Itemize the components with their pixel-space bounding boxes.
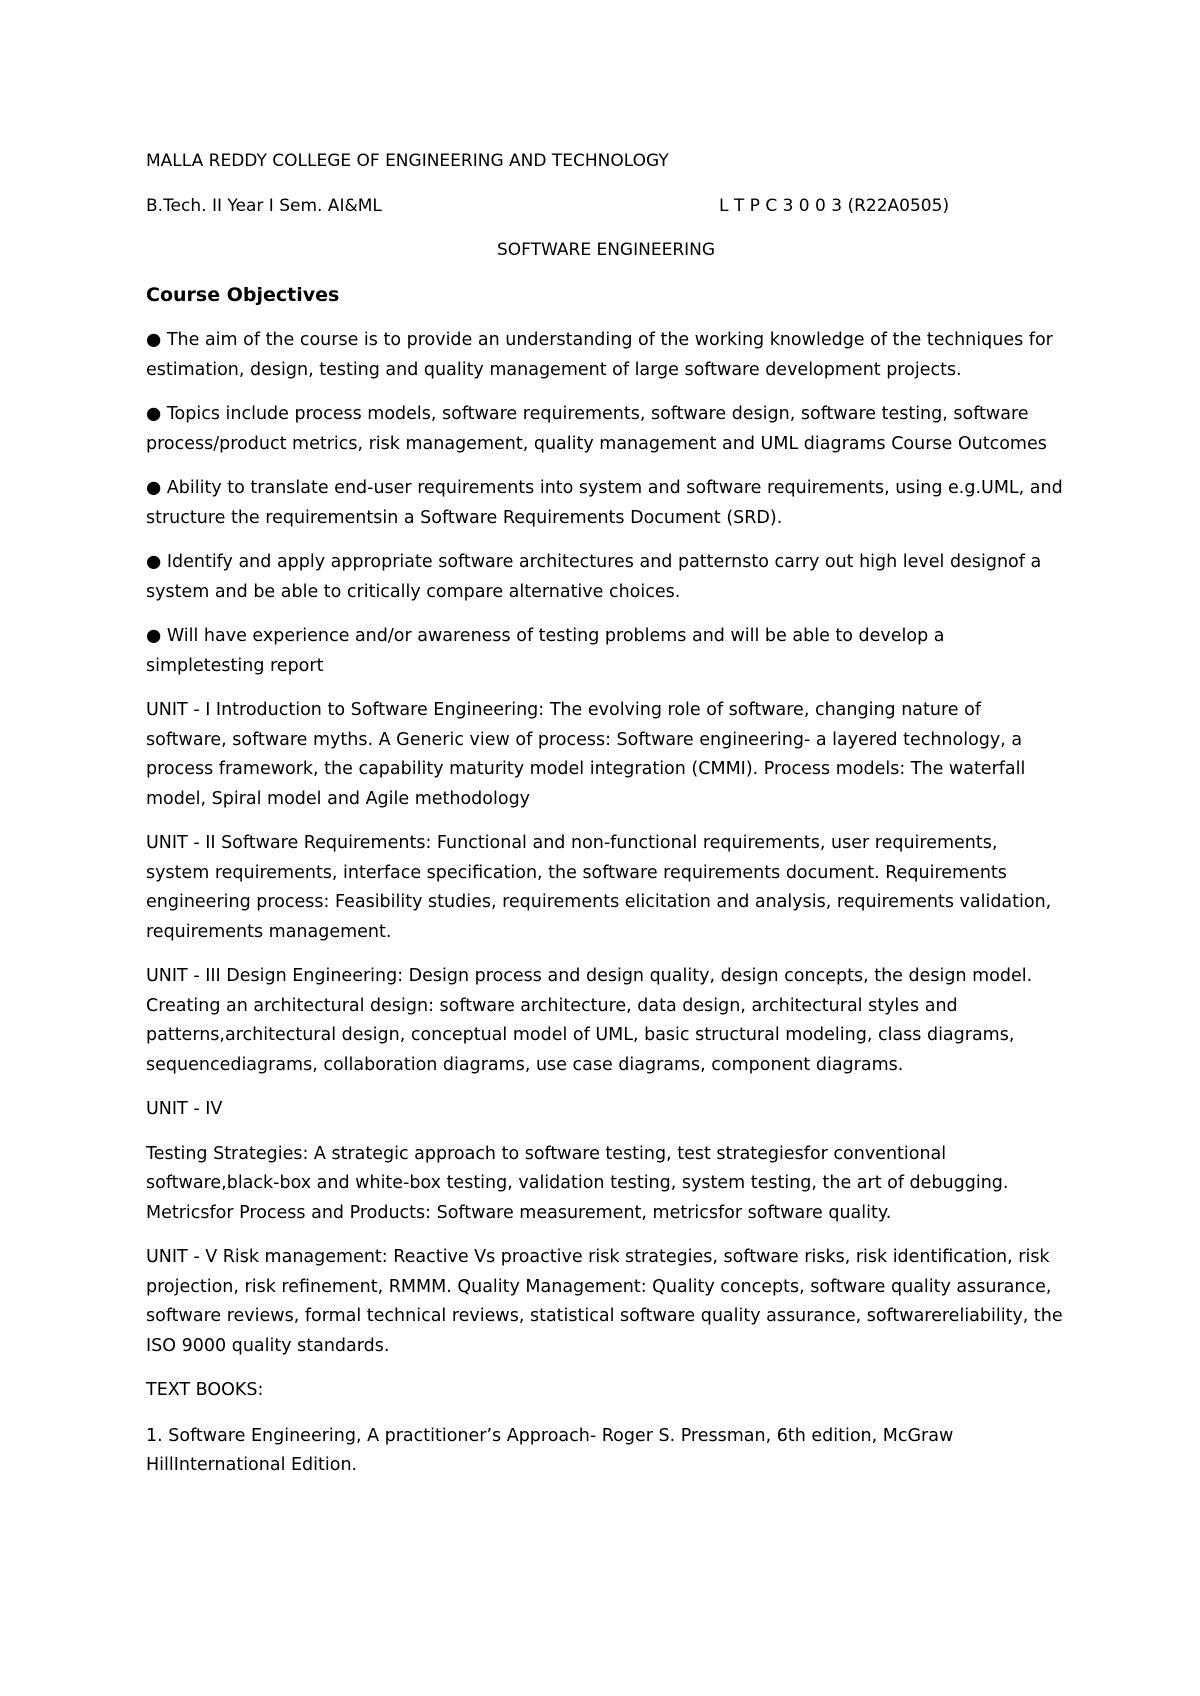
subject-title xyxy=(146,239,1066,261)
subject-title-text: SOFTWARE ENGINEERING xyxy=(496,240,716,260)
course-info-row xyxy=(146,195,1066,217)
unit-4: Testing Strategies: A strategic approach to software testing, test strategiesfor conventional software,black-box and white-box testing, validation testing, system testing, the art of debugging. Metricsfor Process and Products: Software measurement, metricsfor software quality. xyxy=(146,1143,1009,1223)
objective-item-1: ● The aim of the course is to provide an understanding of the working knowledge of the techniques for estimation, design, testing and quality management of large software development projects. xyxy=(146,330,1053,380)
objective-item-5: ● Will have experience and/or awareness of testing problems and will be able to develop a simpletesting report xyxy=(146,626,945,676)
unit-4-title: UNIT - IV xyxy=(146,1099,223,1119)
objective-item-4: ● Identify and apply appropriate software architectures and patternsto carry out high level designof a system and be able to critically compare alternative choices. xyxy=(146,552,1042,602)
college-name: MALLA REDDY COLLEGE OF ENGINEERING AND TECHNOLOGY xyxy=(146,151,669,171)
objective-item-3: ● Ability to translate end-user requirements into system and software requirements, using e.g.UML, and structure the requirementsin a Software Requirements Document (SRD). xyxy=(146,478,1063,528)
textbook-item-1: 1. Software Engineering, A practitioner’s Approach- Roger S. Pressman, 6th edition, McGraw HillInternational Edition. xyxy=(146,1425,954,1475)
unit-2: UNIT - II Software Requirements: Functional and non-functional requirements, user requirements, system requirements, interface specification, the software requirements document. Requirements engineering process: Feasibility studies, requirements elicitation and analysis, requirements validation, requirements management. xyxy=(146,833,1052,942)
unit-5: UNIT - V Risk management: Reactive Vs proactive risk strategies, software risks, risk identification, risk projection, risk refinement, RMMM. Quality Management: Quality concepts, software quality assurance, software reviews, formal technical reviews, statistical software quality assurance, softwarereliability, the ISO 9000 quality standards. xyxy=(146,1247,1063,1356)
unit-1: UNIT - I Introduction to Software Engineering: The evolving role of software, changing nature of software, software myths. A Generic view of process: Software engineering- a layered technology, a process framework, the capability maturity model integration (CMMI). Process models: The waterfall model, Spiral model and Agile methodology xyxy=(146,700,1026,809)
document-page xyxy=(146,150,1066,1481)
unit-3: UNIT - III Design Engineering: Design process and design quality, design concepts, the design model. Creating an architectural design: software architecture, data design, architectural styles and patterns,architectural design, conceptual model of UML, basic structural modeling, class diagrams, sequencediagrams, collaboration diagrams, use case diagrams, component diagrams. xyxy=(146,966,1033,1075)
objective-item-2: ● Topics include process models, software requirements, software design, software testing, software process/product metrics, risk management, quality management and UML diagrams Course Outcomes xyxy=(146,404,1047,454)
textbooks-heading: TEXT BOOKS: xyxy=(146,1380,264,1400)
credits-label: L T P C 3 0 0 3 (R22A0505) xyxy=(719,196,950,216)
objectives-heading: Course Objectives xyxy=(146,284,340,306)
program-label: B.Tech. II Year I Sem. AI&ML xyxy=(146,196,382,216)
